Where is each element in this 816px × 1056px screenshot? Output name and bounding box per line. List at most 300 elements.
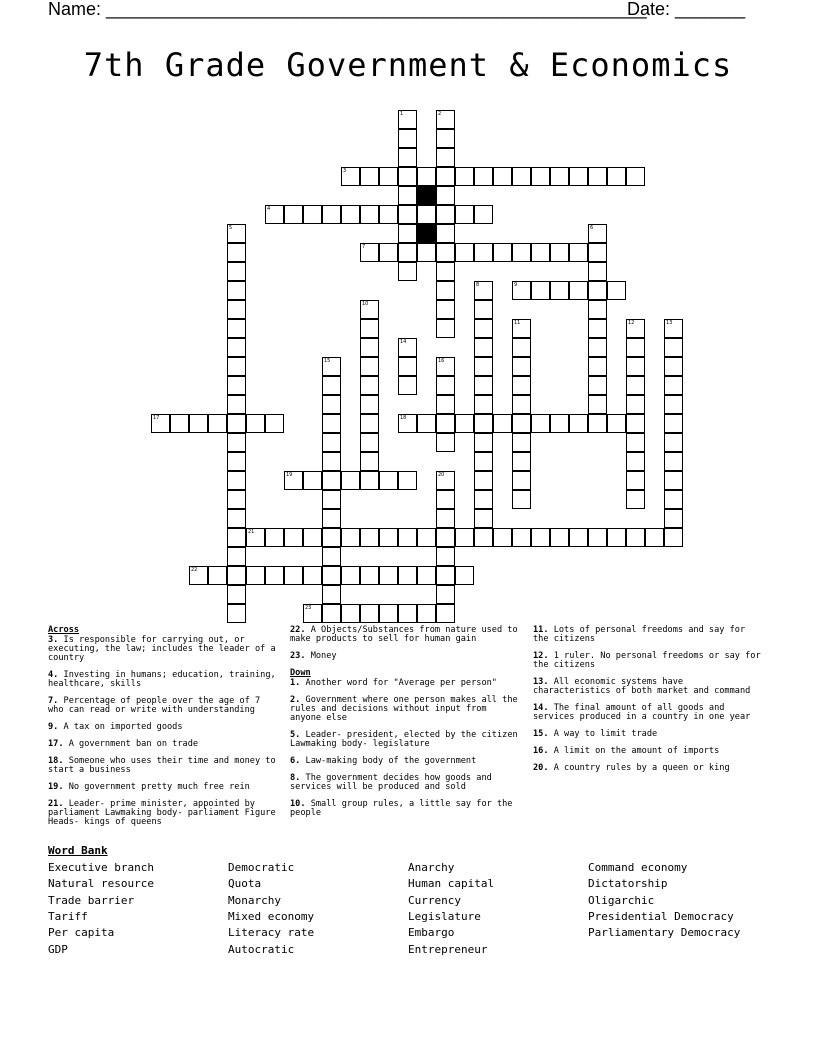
crossword-cell[interactable] [474, 205, 493, 224]
crossword-cell[interactable] [246, 528, 265, 547]
word-bank-item: Entrepreneur [408, 942, 488, 956]
crossword-black-cell [417, 186, 436, 205]
word-bank-item: Executive branch [48, 861, 154, 874]
crossword-cell[interactable] [588, 262, 607, 281]
crossword-cell[interactable] [246, 566, 265, 585]
crossword-cell[interactable] [455, 167, 474, 186]
crossword-cell[interactable] [398, 224, 417, 243]
crossword-cell[interactable] [664, 319, 683, 338]
crossword-cell[interactable] [436, 604, 455, 623]
crossword-cell[interactable] [341, 471, 360, 490]
crossword-cell[interactable] [227, 243, 246, 262]
crossword-cell[interactable] [664, 395, 683, 414]
crossword-cell[interactable] [588, 338, 607, 357]
crossword-cell[interactable] [360, 452, 379, 471]
crossword-cell[interactable] [569, 528, 588, 547]
crossword-cell[interactable] [360, 566, 379, 585]
crossword-cell[interactable] [341, 604, 360, 623]
clue-number: 13 [666, 320, 673, 326]
word-bank [48, 844, 768, 956]
down-clue-list-continued [533, 626, 765, 773]
crossword-cell[interactable] [626, 433, 645, 452]
crossword-cell[interactable] [531, 243, 550, 262]
crossword-cell[interactable] [436, 186, 455, 205]
crossword-cell[interactable] [398, 148, 417, 167]
crossword-cell[interactable] [417, 243, 436, 262]
across-clue [48, 740, 280, 749]
crossword-cell[interactable] [512, 452, 531, 471]
crossword-cell[interactable] [588, 300, 607, 319]
crossword-cell[interactable] [398, 566, 417, 585]
crossword-cell[interactable] [227, 414, 246, 433]
across-clue-list [48, 636, 280, 827]
crossword-cell[interactable] [360, 300, 379, 319]
crossword-cell[interactable] [436, 509, 455, 528]
crossword-cell[interactable] [246, 414, 265, 433]
crossword-cell[interactable] [512, 319, 531, 338]
word-bank-item: GDP [48, 942, 68, 956]
crossword-cell[interactable] [322, 509, 341, 528]
word-bank-heading: Word Bank [48, 844, 108, 857]
crossword-cell[interactable] [360, 433, 379, 452]
clue-number: 22 [191, 567, 198, 573]
crossword-cell[interactable] [626, 376, 645, 395]
crossword-cell[interactable] [436, 528, 455, 547]
crossword-cell[interactable] [455, 566, 474, 585]
crossword-cell[interactable] [588, 395, 607, 414]
crossword-cell[interactable] [436, 547, 455, 566]
crossword-cell[interactable] [227, 224, 246, 243]
clue-number-label: 9. [48, 722, 59, 732]
word-bank-item: Per capita [48, 926, 115, 940]
across-clue [48, 783, 280, 792]
word-bank-item: Human capital [408, 877, 495, 891]
crossword-cell[interactable] [303, 528, 322, 547]
crossword-cell[interactable] [398, 167, 417, 186]
crossword-cell[interactable] [227, 262, 246, 281]
crossword-cell[interactable] [208, 414, 227, 433]
crossword-cell[interactable] [170, 414, 189, 433]
crossword-cell[interactable] [588, 319, 607, 338]
crossword-cell[interactable] [303, 566, 322, 585]
crossword-cell[interactable] [493, 243, 512, 262]
crossword-cell[interactable] [227, 566, 246, 585]
crossword-cell[interactable] [607, 528, 626, 547]
crossword-cell[interactable] [512, 357, 531, 376]
crossword-cell[interactable] [341, 528, 360, 547]
crossword-cell[interactable] [474, 528, 493, 547]
crossword-cell[interactable] [417, 528, 436, 547]
date-line[interactable]: Date: _______ [627, 0, 746, 19]
crossword-cell[interactable] [436, 319, 455, 338]
crossword-cell[interactable] [588, 167, 607, 186]
crossword-cell[interactable] [265, 205, 284, 224]
crossword-cell[interactable] [493, 528, 512, 547]
clue-number-label: 4. [48, 670, 59, 680]
crossword-cell[interactable] [569, 414, 588, 433]
crossword-cell[interactable] [417, 205, 436, 224]
down-clue [533, 704, 765, 722]
crossword-cell[interactable] [322, 452, 341, 471]
crossword-cell[interactable] [550, 167, 569, 186]
crossword-cell[interactable] [664, 490, 683, 509]
crossword-cell[interactable] [227, 471, 246, 490]
crossword-cell[interactable] [664, 338, 683, 357]
crossword-cell[interactable] [322, 528, 341, 547]
crossword-cell[interactable] [322, 205, 341, 224]
crossword-cell[interactable] [284, 566, 303, 585]
clues-column-2 [290, 626, 522, 826]
crossword-cell[interactable] [417, 414, 436, 433]
crossword-cell[interactable] [360, 376, 379, 395]
crossword-cell[interactable] [512, 414, 531, 433]
crossword-cell[interactable] [208, 566, 227, 585]
crossword-cell[interactable] [436, 129, 455, 148]
crossword-cell[interactable] [531, 281, 550, 300]
crossword-cell[interactable] [398, 243, 417, 262]
crossword-cell[interactable] [379, 471, 398, 490]
crossword-cell[interactable] [265, 414, 284, 433]
clue-number-label: 5. [290, 730, 301, 740]
crossword-cell[interactable] [360, 471, 379, 490]
crossword-cell[interactable] [322, 547, 341, 566]
crossword-cell[interactable] [284, 528, 303, 547]
crossword-cell[interactable] [569, 243, 588, 262]
down-clue [290, 731, 522, 749]
crossword-cell[interactable] [436, 243, 455, 262]
crossword-cell[interactable] [417, 167, 436, 186]
crossword-cell[interactable] [607, 167, 626, 186]
crossword-cell[interactable] [227, 585, 246, 604]
clue-number-label: 2. [290, 695, 301, 705]
crossword-cell[interactable] [474, 414, 493, 433]
crossword-cell[interactable] [588, 224, 607, 243]
crossword-cell[interactable] [379, 604, 398, 623]
crossword-cell[interactable] [645, 528, 664, 547]
crossword-cell[interactable] [512, 281, 531, 300]
crossword-cell[interactable] [664, 414, 683, 433]
crossword-cell[interactable] [227, 281, 246, 300]
down-clue [533, 678, 765, 696]
crossword-cell[interactable] [379, 205, 398, 224]
crossword-cell[interactable] [474, 509, 493, 528]
crossword-cell[interactable] [379, 528, 398, 547]
crossword-cell[interactable] [322, 604, 341, 623]
crossword-cell[interactable] [436, 167, 455, 186]
crossword-cell[interactable] [322, 471, 341, 490]
crossword-cell[interactable] [360, 319, 379, 338]
crossword-black-cell [417, 224, 436, 243]
clue-text: Is responsible for carrying out, or executing, the law; includes the leader of a country [48, 635, 276, 663]
word-bank-item: Democratic [228, 861, 295, 874]
crossword-cell[interactable] [227, 452, 246, 471]
down-clue [533, 747, 765, 756]
crossword-cell[interactable] [436, 262, 455, 281]
clue-text: A Objects/Substances from nature used to make products to sell for human gain [290, 625, 518, 644]
crossword-cell[interactable] [607, 281, 626, 300]
crossword-cell[interactable] [493, 167, 512, 186]
crossword-cell[interactable] [455, 205, 474, 224]
crossword-cell[interactable] [474, 395, 493, 414]
crossword-cell[interactable] [322, 490, 341, 509]
crossword-cell[interactable] [341, 566, 360, 585]
crossword-cell[interactable] [436, 414, 455, 433]
crossword-cell[interactable] [360, 338, 379, 357]
crossword-cell[interactable] [360, 395, 379, 414]
clue-text: The government decides how goods and services will be produced and sold [290, 773, 492, 792]
crossword-cell[interactable] [398, 129, 417, 148]
crossword-cell[interactable] [341, 205, 360, 224]
crossword-cell[interactable] [550, 528, 569, 547]
crossword-cell[interactable] [512, 243, 531, 262]
crossword-cell[interactable] [189, 414, 208, 433]
crossword-cell[interactable] [379, 566, 398, 585]
crossword-cell[interactable] [664, 471, 683, 490]
word-bank-item: Oligarchic [588, 893, 655, 907]
crossword-cell[interactable] [474, 433, 493, 452]
crossword-cell[interactable] [398, 414, 417, 433]
crossword-cell[interactable] [227, 395, 246, 414]
crossword-cell[interactable] [588, 528, 607, 547]
clue-text: Percentage of people over the age of 7 who can read or write with understanding [48, 696, 261, 715]
crossword-cell[interactable] [626, 167, 645, 186]
clue-text: Money [305, 651, 337, 661]
crossword-cell[interactable] [474, 319, 493, 338]
down-clue-list [290, 679, 522, 818]
crossword-cell[interactable] [550, 414, 569, 433]
across-clue [48, 723, 280, 732]
crossword-cell[interactable] [322, 585, 341, 604]
clue-text: 1 ruler. No personal freedoms or say for the citizens [533, 651, 761, 670]
crossword-cell[interactable] [436, 300, 455, 319]
crossword-cell[interactable] [417, 566, 436, 585]
crossword-cell[interactable] [436, 490, 455, 509]
crossword-cell[interactable] [436, 148, 455, 167]
crossword-cell[interactable] [398, 471, 417, 490]
clue-number-label: 7. [48, 696, 59, 706]
crossword-cell[interactable] [436, 376, 455, 395]
crossword-cell[interactable] [455, 243, 474, 262]
crossword-cell[interactable] [436, 110, 455, 129]
clue-number-label: 16. [533, 746, 549, 756]
crossword-cell[interactable] [474, 167, 493, 186]
crossword-cell[interactable] [360, 167, 379, 186]
crossword-cell[interactable] [398, 376, 417, 395]
clue-number: 6 [590, 225, 594, 231]
crossword-cell[interactable] [512, 167, 531, 186]
crossword-cell[interactable] [550, 243, 569, 262]
clue-number-label: 23. [290, 651, 306, 661]
crossword-cell[interactable] [436, 566, 455, 585]
crossword-cell[interactable] [398, 186, 417, 205]
crossword-cell[interactable] [360, 528, 379, 547]
crossword-cell[interactable] [664, 452, 683, 471]
crossword-cell[interactable] [189, 566, 208, 585]
crossword-cell[interactable] [227, 433, 246, 452]
clue-text: The final amount of all goods and services produced in a country in one year [533, 703, 751, 722]
crossword-cell[interactable] [512, 433, 531, 452]
crossword-cell[interactable] [550, 281, 569, 300]
word-bank-item: Quota [228, 877, 262, 891]
crossword-cell[interactable] [436, 395, 455, 414]
crossword-cell[interactable] [379, 243, 398, 262]
crossword-cell[interactable] [626, 395, 645, 414]
crossword-cell[interactable] [436, 471, 455, 490]
crossword-cell[interactable] [227, 357, 246, 376]
crossword-cell[interactable] [303, 604, 322, 623]
crossword-cell[interactable] [626, 471, 645, 490]
crossword-cell[interactable] [398, 338, 417, 357]
crossword-cell[interactable] [360, 414, 379, 433]
crossword-cell[interactable] [626, 319, 645, 338]
across-clue [48, 697, 280, 715]
clue-text: Leader- prime minister, appointed by parliament Lawmaking body- parliament Figure Heads- kings of queens [48, 799, 276, 827]
clue-number: 11 [514, 320, 521, 326]
crossword-cell[interactable] [398, 110, 417, 129]
crossword-cell[interactable] [531, 167, 550, 186]
crossword-cell[interactable] [227, 547, 246, 566]
crossword-cell[interactable] [360, 205, 379, 224]
crossword-cell[interactable] [531, 528, 550, 547]
crossword-cell[interactable] [455, 528, 474, 547]
crossword-cell[interactable] [436, 281, 455, 300]
crossword-cell[interactable] [303, 471, 322, 490]
crossword-cell[interactable] [398, 528, 417, 547]
crossword-cell[interactable] [322, 395, 341, 414]
crossword-cell[interactable] [512, 338, 531, 357]
crossword-cell[interactable] [588, 281, 607, 300]
crossword-cell[interactable] [626, 490, 645, 509]
crossword-cell[interactable] [227, 490, 246, 509]
crossword-cell[interactable] [417, 604, 436, 623]
clue-number-label: 12. [533, 651, 549, 661]
name-line[interactable]: Name: ______________________________________________________ [48, 0, 647, 19]
crossword-cell[interactable] [588, 357, 607, 376]
crossword-cell[interactable] [626, 414, 645, 433]
clues-column-1 [48, 626, 280, 835]
clue-number: 2 [438, 111, 442, 117]
crossword-cell[interactable] [436, 205, 455, 224]
clue-number: 8 [476, 282, 480, 288]
crossword-cell[interactable] [227, 319, 246, 338]
clue-number: 4 [267, 206, 271, 212]
crossword-cell[interactable] [512, 471, 531, 490]
crossword-cell[interactable] [512, 528, 531, 547]
crossword-cell[interactable] [265, 566, 284, 585]
crossword-cell[interactable] [474, 300, 493, 319]
crossword-cell[interactable] [588, 243, 607, 262]
crossword-cell[interactable] [474, 471, 493, 490]
crossword-cell[interactable] [360, 243, 379, 262]
crossword-cell[interactable] [303, 205, 322, 224]
crossword-cell[interactable] [455, 414, 474, 433]
crossword-cell[interactable] [512, 376, 531, 395]
crossword-cell[interactable] [398, 205, 417, 224]
crossword-cell[interactable] [474, 281, 493, 300]
crossword-cell[interactable] [474, 357, 493, 376]
crossword-cell[interactable] [512, 395, 531, 414]
crossword-cell[interactable] [436, 224, 455, 243]
clue-text: A government ban on trade [63, 739, 199, 749]
crossword-cell[interactable] [398, 357, 417, 376]
clue-number-label: 17. [48, 739, 64, 749]
crossword-cell[interactable] [284, 471, 303, 490]
crossword-cell[interactable] [474, 243, 493, 262]
crossword-cell[interactable] [436, 433, 455, 452]
crossword-cell[interactable] [227, 376, 246, 395]
crossword-cell[interactable] [322, 414, 341, 433]
crossword-cell[interactable] [626, 357, 645, 376]
crossword-cell[interactable] [569, 281, 588, 300]
clue-number-label: 13. [533, 677, 549, 687]
crossword-cell[interactable] [588, 376, 607, 395]
crossword-cell[interactable] [474, 338, 493, 357]
crossword-cell[interactable] [227, 528, 246, 547]
crossword-cell[interactable] [626, 528, 645, 547]
crossword-cell[interactable] [322, 433, 341, 452]
crossword-cell[interactable] [265, 528, 284, 547]
crossword-cell[interactable] [512, 490, 531, 509]
crossword-cell[interactable] [398, 262, 417, 281]
down-clue [533, 730, 765, 739]
crossword-cell[interactable] [474, 376, 493, 395]
crossword-cell[interactable] [360, 604, 379, 623]
crossword-cell[interactable] [474, 452, 493, 471]
clue-number: 14 [400, 339, 407, 345]
crossword-cell[interactable] [360, 357, 379, 376]
clue-text: Small group rules, a little say for the people [290, 799, 513, 818]
crossword-cell[interactable] [227, 300, 246, 319]
word-bank-item: Presidential Democracy [588, 909, 734, 923]
crossword-cell[interactable] [493, 414, 512, 433]
across-clue [48, 671, 280, 689]
crossword-cell[interactable] [664, 357, 683, 376]
crossword-cell[interactable] [379, 167, 398, 186]
clue-number-label: 18. [48, 756, 64, 766]
crossword-cell[interactable] [284, 205, 303, 224]
crossword-cell[interactable] [227, 509, 246, 528]
crossword-cell[interactable] [664, 528, 683, 547]
crossword-cell[interactable] [341, 167, 360, 186]
crossword-cell[interactable] [664, 433, 683, 452]
clue-number-label: 22. [290, 625, 306, 635]
crossword-cell[interactable] [322, 357, 341, 376]
down-clue [290, 800, 522, 818]
crossword-cell[interactable] [607, 414, 626, 433]
crossword-cell[interactable] [227, 338, 246, 357]
crossword-cell[interactable] [436, 357, 455, 376]
crossword-cell[interactable] [588, 414, 607, 433]
clue-number-label: 8. [290, 773, 301, 783]
crossword-cell[interactable] [626, 452, 645, 471]
crossword-cell[interactable] [436, 585, 455, 604]
crossword-cell[interactable] [322, 376, 341, 395]
crossword-cell[interactable] [474, 490, 493, 509]
crossword-cell[interactable] [664, 509, 683, 528]
clue-number: 9 [514, 282, 518, 288]
crossword-cell[interactable] [664, 376, 683, 395]
clue-number-label: 10. [290, 799, 306, 809]
crossword-cell[interactable] [227, 604, 246, 623]
crossword-cell[interactable] [322, 566, 341, 585]
word-bank-item: Dictatorship [588, 877, 668, 891]
word-bank-item: Legislature [408, 909, 481, 923]
crossword-cell[interactable] [151, 414, 170, 433]
crossword-cell[interactable] [569, 167, 588, 186]
crossword-cell[interactable] [531, 414, 550, 433]
crossword-cell[interactable] [626, 338, 645, 357]
crossword-cell[interactable] [398, 604, 417, 623]
